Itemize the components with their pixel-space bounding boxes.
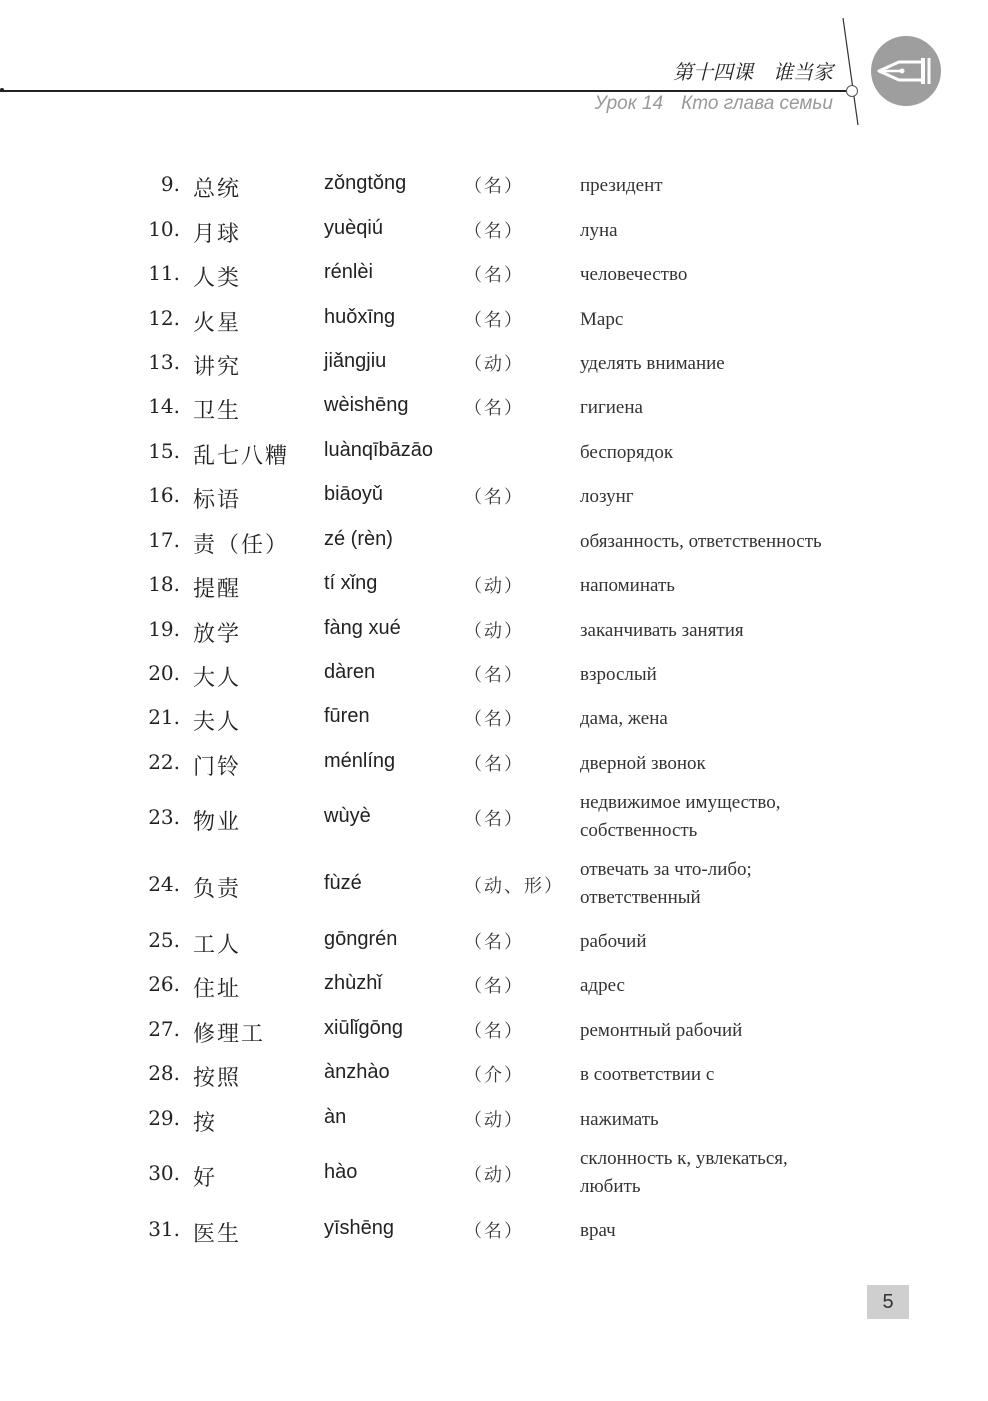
vocab-word: 物业 bbox=[193, 810, 242, 835]
vocab-number: 26. bbox=[148, 972, 180, 996]
vocab-part-of-speech: （名） bbox=[464, 221, 524, 242]
vocab-word: 工人 bbox=[193, 933, 242, 958]
vocab-part-of-speech: （名） bbox=[464, 976, 524, 997]
header-rule bbox=[0, 90, 847, 92]
vocab-word: 按 bbox=[193, 1111, 218, 1136]
vocab-number: 18. bbox=[148, 572, 180, 596]
vocab-part-of-speech: （动） bbox=[464, 1165, 524, 1186]
vocab-part-of-speech: （动、形） bbox=[464, 876, 564, 897]
vocab-part-of-speech: （名） bbox=[464, 709, 524, 730]
vocab-number: 28. bbox=[148, 1061, 180, 1085]
vocab-word: 好 bbox=[193, 1166, 218, 1191]
vocab-part-of-speech: （动） bbox=[464, 354, 524, 375]
vocab-pinyin: yīshēng bbox=[324, 1217, 395, 1239]
vocab-meaning: беспорядок bbox=[580, 442, 674, 463]
vocab-word: 按照 bbox=[193, 1066, 242, 1091]
vocab-word: 住址 bbox=[193, 977, 242, 1002]
vocab-meaning: адрес bbox=[580, 975, 625, 996]
vocab-meaning: врач bbox=[580, 1220, 616, 1241]
vocab-meaning: нажимать bbox=[580, 1109, 659, 1130]
header-decoration bbox=[0, 0, 988, 140]
lesson-title-ru bbox=[595, 93, 833, 115]
vocab-pinyin: zhùzhǐ bbox=[324, 972, 382, 994]
vocab-number: 29. bbox=[148, 1106, 180, 1130]
vocab-part-of-speech: （名） bbox=[464, 1021, 524, 1042]
vocab-meaning: лозунг bbox=[580, 486, 634, 507]
vocab-number: 24. bbox=[148, 872, 180, 896]
vocab-pinyin: huǒxīng bbox=[324, 306, 396, 328]
vocab-part-of-speech: （名） bbox=[464, 487, 524, 508]
vocab-number: 30. bbox=[148, 1161, 180, 1185]
vocab-part-of-speech: （名） bbox=[464, 310, 524, 331]
vocab-meaning: ремонтный рабочий bbox=[580, 1020, 743, 1041]
vocab-number: 17. bbox=[148, 528, 180, 552]
vocab-pinyin: jiǎngjiu bbox=[324, 350, 387, 372]
vocab-meaning: Марс bbox=[580, 309, 624, 330]
vocab-number: 12. bbox=[148, 306, 180, 330]
vocab-word: 总统 bbox=[193, 177, 242, 202]
pen-nib-icon bbox=[871, 36, 941, 106]
vocab-number: 9. bbox=[160, 172, 180, 196]
vocab-meaning: гигиена bbox=[580, 397, 643, 418]
vocab-meaning: недвижимое имущество, собственность bbox=[580, 792, 781, 841]
vocab-word: 标语 bbox=[193, 488, 242, 513]
vocab-part-of-speech: （名） bbox=[464, 809, 524, 830]
vocab-meaning: обязанность, ответственность bbox=[580, 531, 822, 552]
vocab-pinyin: fùzé bbox=[324, 872, 362, 894]
vocab-number: 23. bbox=[148, 805, 180, 829]
vocab-part-of-speech: （动） bbox=[464, 576, 524, 597]
lesson-title-cn: 第十四课 谁当家 bbox=[673, 60, 833, 84]
vocab-meaning: напоминать bbox=[580, 575, 675, 596]
vocab-pinyin: yuèqiú bbox=[324, 217, 383, 239]
vocab-pinyin: zǒngtǒng bbox=[324, 172, 407, 194]
vocab-part-of-speech: （动） bbox=[464, 1110, 524, 1131]
vocab-word: 放学 bbox=[193, 622, 242, 647]
vocab-word: 修理工 bbox=[193, 1022, 266, 1047]
vocab-pinyin: ménlíng bbox=[324, 750, 396, 772]
vocab-meaning: отвечать за что-либо; ответственный bbox=[580, 859, 752, 908]
vocab-number: 15. bbox=[148, 439, 180, 463]
vocab-number: 20. bbox=[148, 661, 180, 685]
vocab-pinyin: wùyè bbox=[324, 805, 371, 827]
vocab-part-of-speech: （名） bbox=[464, 1221, 524, 1242]
header-ring bbox=[846, 85, 858, 97]
vocab-part-of-speech: （名） bbox=[464, 665, 524, 686]
lesson-name-ru: Кто глава семьи bbox=[681, 93, 833, 114]
vocab-pinyin: gōngrén bbox=[324, 928, 398, 950]
vocab-word: 夫人 bbox=[193, 710, 242, 735]
vocab-word: 医生 bbox=[193, 1222, 242, 1247]
vocab-part-of-speech: （动） bbox=[464, 621, 524, 642]
vocab-word: 大人 bbox=[193, 666, 242, 691]
vocab-meaning: дверной звонок bbox=[580, 753, 706, 774]
vocab-number: 14. bbox=[148, 394, 180, 418]
vocab-number: 25. bbox=[148, 928, 180, 952]
vocab-meaning: президент bbox=[580, 175, 663, 196]
vocab-part-of-speech: （介） bbox=[464, 1065, 524, 1086]
vocab-word: 乱七八糟 bbox=[193, 444, 290, 469]
vocab-number: 19. bbox=[148, 617, 180, 641]
vocab-pinyin: dàren bbox=[324, 661, 376, 683]
vocab-meaning: склонность к, увлекаться, любить bbox=[580, 1148, 788, 1197]
vocab-meaning: луна bbox=[580, 220, 618, 241]
page-number: 5 bbox=[867, 1285, 909, 1319]
vocab-meaning: взрослый bbox=[580, 664, 657, 685]
vocab-part-of-speech: （名） bbox=[464, 398, 524, 419]
vocab-part-of-speech: （名） bbox=[464, 932, 524, 953]
vocab-word: 卫生 bbox=[193, 399, 242, 424]
vocab-word: 火星 bbox=[193, 311, 242, 336]
vocab-pinyin: fàng xué bbox=[324, 617, 401, 639]
vocab-pinyin: luànqībāzāo bbox=[324, 439, 433, 461]
vocab-number: 21. bbox=[148, 705, 180, 729]
vocab-pinyin: fūren bbox=[324, 705, 370, 727]
vocab-word: 负责 bbox=[193, 877, 242, 902]
vocab-pinyin: zé (rèn) bbox=[324, 528, 393, 550]
vocab-meaning: в соответствии с bbox=[580, 1064, 715, 1085]
vocab-word: 月球 bbox=[193, 222, 242, 247]
vocab-number: 27. bbox=[148, 1017, 180, 1041]
vocab-pinyin: tí xǐng bbox=[324, 572, 378, 594]
vocab-part-of-speech: （名） bbox=[464, 265, 524, 286]
vocab-meaning: рабочий bbox=[580, 931, 647, 952]
vocab-pinyin: wèishēng bbox=[324, 394, 409, 416]
vocab-number: 10. bbox=[148, 217, 180, 241]
vocab-word: 门铃 bbox=[193, 755, 242, 780]
vocab-pinyin: rénlèi bbox=[324, 261, 373, 283]
vocab-part-of-speech: （名） bbox=[464, 754, 524, 775]
vocab-pinyin: hào bbox=[324, 1161, 358, 1183]
vocab-pinyin: xiūlǐgōng bbox=[324, 1017, 403, 1039]
vocab-number: 11. bbox=[148, 261, 180, 285]
vocab-number: 16. bbox=[148, 483, 180, 507]
vocab-number: 31. bbox=[148, 1217, 180, 1241]
vocab-pinyin: biāoyǔ bbox=[324, 483, 383, 505]
vocab-pinyin: àn bbox=[324, 1106, 347, 1128]
vocab-meaning: дама, жена bbox=[580, 708, 668, 729]
vocab-number: 13. bbox=[148, 350, 180, 374]
vocab-pinyin: ànzhào bbox=[324, 1061, 390, 1083]
vocab-meaning: человечество bbox=[580, 264, 688, 285]
vocab-word: 提醒 bbox=[193, 577, 242, 602]
vocab-word: 讲究 bbox=[193, 355, 242, 380]
vocab-word: 人类 bbox=[193, 266, 242, 291]
vocab-meaning: уделять внимание bbox=[580, 353, 725, 374]
vocab-part-of-speech: （名） bbox=[464, 176, 524, 197]
vocab-word: 责（任） bbox=[193, 533, 290, 558]
vocab-meaning: заканчивать занятия bbox=[580, 620, 744, 641]
lesson-number-ru: Урок 14 bbox=[594, 93, 664, 114]
vocab-number: 22. bbox=[148, 750, 180, 774]
